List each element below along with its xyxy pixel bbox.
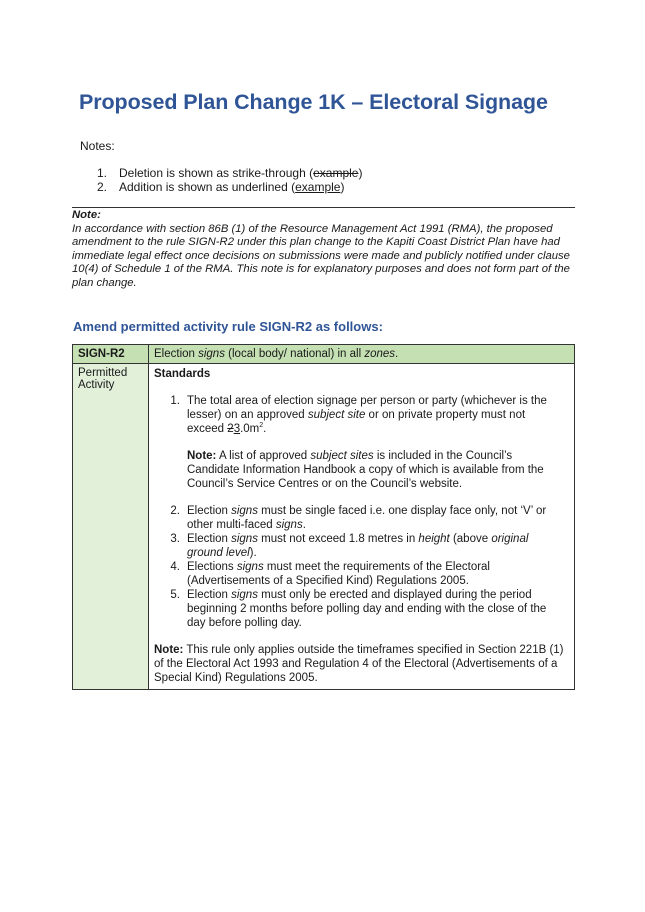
notes-item-text: Addition is shown as underlined ( bbox=[119, 180, 296, 194]
standard-item bbox=[154, 394, 569, 436]
text-run: . bbox=[263, 423, 267, 435]
rule-header-row bbox=[73, 345, 575, 364]
section-heading: Amend permitted activity rule SIGN-R2 as follows: bbox=[73, 319, 383, 334]
rule-table bbox=[72, 344, 575, 690]
deleted-text: 2 bbox=[227, 423, 234, 435]
rule-description bbox=[149, 345, 575, 364]
rule-code: SIGN-R2 bbox=[73, 345, 149, 364]
notes-item bbox=[97, 166, 362, 180]
note-heading: Note: bbox=[72, 209, 101, 221]
standard-text bbox=[180, 588, 557, 630]
rule-desc-text: . bbox=[395, 348, 399, 360]
text-run: . bbox=[302, 519, 306, 531]
notes-item-close: ) bbox=[358, 166, 363, 180]
defined-term: original ground level bbox=[187, 533, 529, 559]
note-label: Note: bbox=[154, 644, 184, 656]
underline-example: example bbox=[295, 180, 341, 194]
activity-status: Permitted Activity bbox=[73, 364, 149, 690]
strike-example: example bbox=[313, 166, 359, 180]
standard-number: 1. bbox=[170, 395, 180, 407]
text-run: is included in the Council’s Candidate Information Handbook a copy of which is available from the Council’s Service Centres or on the Council’s website. bbox=[187, 450, 544, 490]
standard-number: 4. bbox=[170, 561, 180, 573]
notes-label: Notes: bbox=[80, 139, 115, 153]
page-title: Proposed Plan Change 1K – Electoral Signage bbox=[79, 90, 548, 114]
standards-note bbox=[187, 449, 557, 491]
notes-item bbox=[97, 180, 362, 194]
text-run: Election bbox=[187, 533, 232, 545]
defined-term: signs bbox=[231, 589, 258, 601]
defined-term: signs bbox=[231, 505, 258, 517]
defined-term: subject sites bbox=[310, 450, 374, 462]
defined-term: signs bbox=[198, 348, 225, 360]
note-body: In accordance with section 86B (1) of the Resource Management Act 1991 (RMA), the proposed amendment to the rule SIGN-R2 under this plan change to the Kapiti Coast District Plan have had immediate legal effect once decisions on submissions were made and publicly notified under clause 10(4) of Schedule 1 of the RMA. This note is for explanatory purposes and does not form part of the plan change. bbox=[72, 222, 570, 289]
notes-item-number: 1. bbox=[97, 166, 108, 180]
notes-item-number: 2. bbox=[97, 180, 108, 194]
defined-term: signs bbox=[275, 519, 303, 531]
standard-text bbox=[180, 504, 557, 532]
standards-title: Standards bbox=[154, 368, 211, 380]
defined-term: height bbox=[418, 533, 450, 545]
text-run: Election bbox=[187, 505, 232, 517]
standards-cell bbox=[149, 364, 575, 690]
text-run: .0m bbox=[240, 423, 260, 435]
defined-term: zones bbox=[364, 348, 396, 360]
defined-term: signs bbox=[231, 533, 258, 545]
standard-number: 3. bbox=[170, 533, 180, 545]
explanatory-note bbox=[72, 207, 575, 291]
defined-term: subject site bbox=[307, 409, 366, 421]
standard-item bbox=[154, 588, 569, 630]
text-run: (above bbox=[449, 533, 492, 545]
text-run: must be single faced i.e. one display face only, not ‘V’ or other multi-faced bbox=[187, 505, 547, 531]
notes-list bbox=[97, 166, 362, 194]
superscript: 2 bbox=[259, 422, 264, 430]
notes-item-close: ) bbox=[340, 180, 345, 194]
rule-body-row bbox=[73, 364, 575, 690]
rule-desc-text: (local body/ national) in all bbox=[224, 348, 365, 360]
text-run: or on private property must not exceed bbox=[187, 409, 526, 435]
text-run: The total area of election signage per person or party (whichever is the lesser) on an approved bbox=[187, 395, 547, 421]
standards-list bbox=[154, 394, 569, 436]
standard-text bbox=[180, 560, 557, 588]
standard-item bbox=[154, 532, 569, 560]
text-run: ). bbox=[249, 547, 257, 559]
rule-desc-text: Election bbox=[154, 348, 199, 360]
note-label: Note: bbox=[187, 450, 217, 462]
standard-item bbox=[154, 560, 569, 588]
text-run: This rule only applies outside the timeframes specified in Section 221B (1) of the Electoral Act 1993 and Regulation 4 of the Electoral (Advertisements of a Special Kind) Regulations 2005. bbox=[154, 644, 564, 684]
defined-term: signs bbox=[236, 561, 264, 573]
text-run: Elections bbox=[187, 561, 237, 573]
text-run: must not exceed 1.8 metres in bbox=[257, 533, 419, 545]
standard-text bbox=[180, 532, 557, 560]
added-text: 3 bbox=[233, 423, 241, 435]
standard-number: 5. bbox=[170, 589, 180, 601]
rule-note bbox=[154, 643, 569, 686]
standard-text bbox=[180, 394, 557, 436]
text-run: A list of approved bbox=[216, 450, 311, 462]
notes-item-text: Deletion is shown as strike-through ( bbox=[119, 166, 314, 180]
text-run: must meet the requirements of the Electoral (Advertisements of a Specified Kind) Regulations 2005. bbox=[187, 561, 490, 587]
standard-item bbox=[154, 504, 569, 532]
standard-number: 2. bbox=[170, 505, 180, 517]
text-run: must only be erected and displayed during the period beginning 2 months before polling day and ending with the close of the day before polling day. bbox=[187, 589, 547, 629]
standards-list bbox=[154, 504, 569, 630]
text-run: Election bbox=[187, 589, 232, 601]
